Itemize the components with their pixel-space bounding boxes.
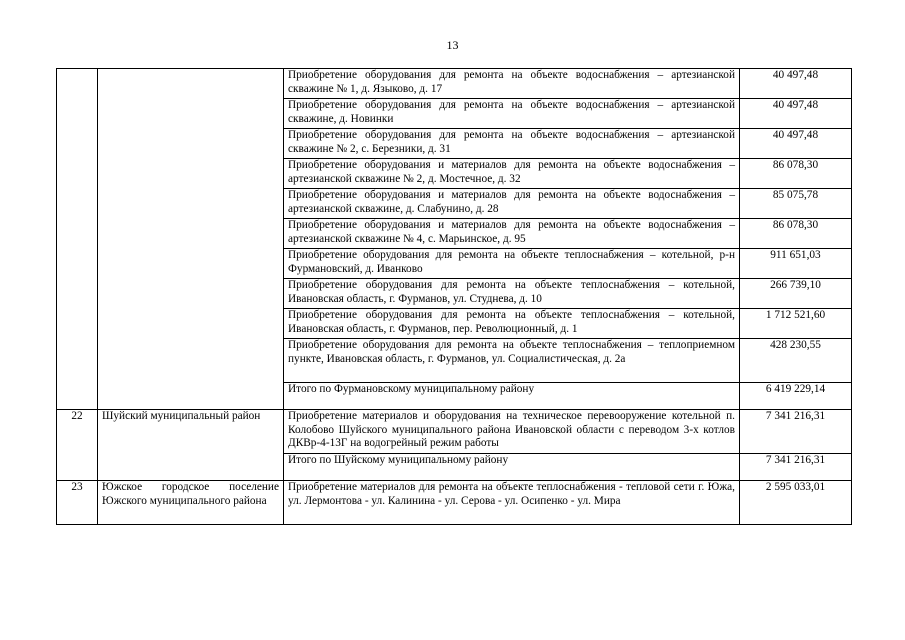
description-cell: Приобретение оборудования и материалов для ремонта на объекте водоснабжения – артезианской скважине, д. Слабунино, д. 28 — [284, 189, 740, 219]
total-label: Итого по Шуйскому муниципальному району — [284, 454, 740, 481]
description-cell: Приобретение оборудования для ремонта на объекте водоснабжения – артезианской скважине, д. Новинки — [284, 99, 740, 129]
table-row — [57, 410, 852, 454]
amount-cell: 86 078,30 — [740, 219, 852, 249]
description-cell: Приобретение оборудования для ремонта на объекте теплоснабжения – теплоприемном пункте, Ивановская область, г. Фурманов, ул. Социалистическая, д. 2а — [284, 339, 740, 383]
page-number: 13 — [446, 38, 459, 52]
amount-cell: 86 078,30 — [740, 159, 852, 189]
amount-cell: 40 497,48 — [740, 99, 852, 129]
description-cell: Приобретение оборудования для ремонта на объекте водоснабжения – артезианской скважине № 2, с. Березники, д. 31 — [284, 129, 740, 159]
row-number: 23 — [57, 481, 98, 525]
amount-cell: 85 075,78 — [740, 189, 852, 219]
municipality-cell-continued — [98, 69, 284, 410]
amount-cell: 40 497,48 — [740, 129, 852, 159]
row-number: 22 — [57, 410, 98, 481]
amount-cell: 911 651,03 — [740, 249, 852, 279]
amount-cell: 40 497,48 — [740, 69, 852, 99]
description-cell: Приобретение оборудования и материалов для ремонта на объекте водоснабжения – артезианской скважине № 2, д. Мостечное, д. 32 — [284, 159, 740, 189]
amount-cell: 7 341 216,31 — [740, 410, 852, 454]
description-cell: Приобретение оборудования для ремонта на объекте теплоснабжения – котельной, р-н Фурмановский, д. Иванково — [284, 249, 740, 279]
amount-cell: 2 595 033,01 — [740, 481, 852, 525]
municipality-cell: Шуйский муниципальный район — [98, 410, 284, 481]
description-cell: Приобретение материалов для ремонта на объекте теплоснабжения - тепловой сети г. Южа, ул. Лермонтова - ул. Калинина - ул. Серова - ул. Осипенко - ул. Мира — [284, 481, 740, 525]
total-label: Итого по Фурмановскому муниципальному району — [284, 383, 740, 410]
description-cell: Приобретение оборудования для ремонта на объекте водоснабжения – артезианской скважине № 1, д. Языково, д. 17 — [284, 69, 740, 99]
allocation-table — [56, 68, 852, 525]
amount-cell: 1 712 521,60 — [740, 309, 852, 339]
num-cell-continued — [57, 69, 98, 410]
description-cell: Приобретение оборудования для ремонта на объекте теплоснабжения – котельной, Ивановская область, г. Фурманов, пер. Революционный, д. 1 — [284, 309, 740, 339]
table-row — [57, 69, 852, 99]
amount-cell: 428 230,55 — [740, 339, 852, 383]
description-cell: Приобретение материалов и оборудования на техническое перевооружение котельной п. Колобово Шуйского муниципального района Ивановской области с переводом 3-х котлов ДКВр-4-13Г на водогрейный режим работы — [284, 410, 740, 454]
total-amount: 6 419 229,14 — [740, 383, 852, 410]
description-cell: Приобретение оборудования для ремонта на объекте теплоснабжения – котельной, Ивановская область, г. Фурманов, ул. Студнева, д. 10 — [284, 279, 740, 309]
table-row — [57, 481, 852, 525]
amount-cell: 266 739,10 — [740, 279, 852, 309]
description-cell: Приобретение оборудования и материалов для ремонта на объекте водоснабжения – артезианской скважине № 4, с. Марьинское, д. 95 — [284, 219, 740, 249]
total-amount: 7 341 216,31 — [740, 454, 852, 481]
municipality-cell: Южское городское поселение Южского муниципального района — [98, 481, 284, 525]
